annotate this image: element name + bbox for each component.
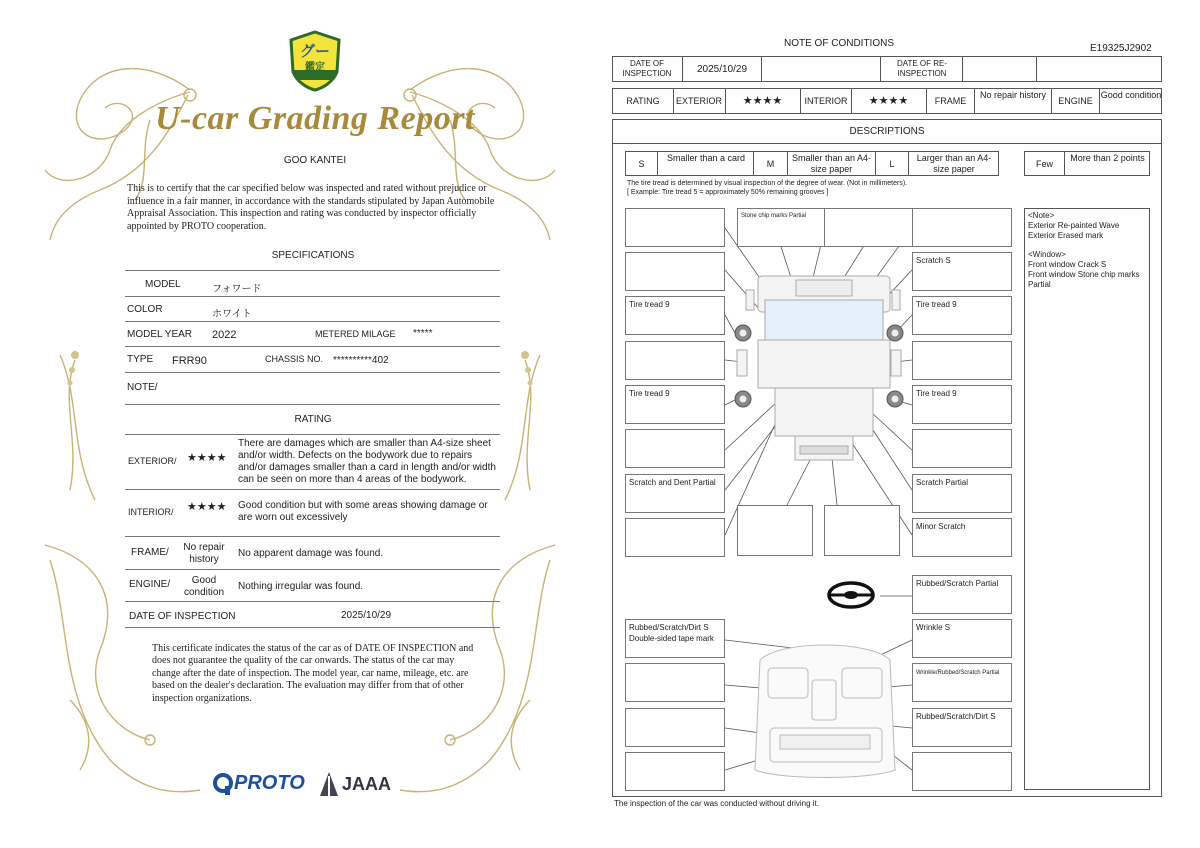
note-line: Exterior Re-painted Wave — [1028, 221, 1120, 230]
damage-note: Wrinkle S — [916, 623, 951, 632]
frame-value: No repair history — [979, 90, 1047, 100]
damage-box — [625, 385, 725, 424]
note-label: NOTE/ — [127, 382, 158, 393]
rating-label: RATING — [626, 96, 660, 106]
date-of-inspection-value: 2025/10/29 — [696, 64, 748, 75]
document-id: E19325J2902 — [1090, 43, 1152, 54]
damage-note: Stone chip marks Partial — [741, 213, 807, 219]
metered-milage-value: ***** — [413, 328, 433, 339]
interior-stars: ★★★★ — [868, 95, 909, 107]
damage-box — [912, 341, 1012, 380]
divider — [125, 372, 500, 373]
model-year-label: MODEL YEAR — [127, 329, 193, 340]
badge-sub: 鑑定 — [305, 62, 325, 73]
interior-label: INTERIOR — [804, 96, 848, 106]
jaaa-mark-icon — [318, 770, 340, 798]
badge-text: グー — [299, 43, 330, 60]
damage-box — [912, 575, 1012, 614]
date-of-re-inspection-label: DATE OF RE-INSPECTION — [896, 59, 948, 78]
damage-note: Rubbed/Scratch/Dirt S — [629, 623, 709, 632]
damage-box — [625, 708, 725, 747]
metered-milage-label: METERED MILAGE — [315, 329, 396, 339]
window-line: Front window Stone chip marks — [1028, 270, 1140, 279]
damage-box — [737, 208, 837, 247]
legend-m: M — [766, 159, 775, 169]
damage-box — [912, 208, 1012, 247]
tread-note-1: The tire tread is determined by visual inspection of the degree of wear. (Not in millimeters). — [627, 180, 908, 187]
damage-box — [625, 752, 725, 791]
damage-note: Tire tread 9 — [629, 300, 670, 309]
date-of-inspection-label: DATE OF INSPECTION — [622, 59, 672, 78]
date-of-inspection-label: DATE OF INSPECTION — [129, 611, 236, 622]
legend-s-desc: Smaller than a card — [666, 153, 746, 163]
proto-mark-icon — [212, 772, 234, 796]
frame-value: No repair history — [183, 542, 225, 565]
model-year-value: 2022 — [212, 329, 237, 341]
type-label: TYPE — [127, 354, 154, 365]
certification-text: This is to certify that the car specified below was inspected and rated without prejudice or influence in a fair manner, in accordance with the standards stipulated by Japan Automobile Appraisal Association. This inspection and rating was conducted by inspector officially appointed by PROTO cooperation. — [127, 183, 495, 232]
divider — [125, 346, 500, 347]
damage-box — [824, 505, 900, 556]
divider — [125, 489, 500, 490]
divider — [125, 536, 500, 537]
color-value: ホワイト — [212, 309, 252, 320]
proto-logo — [212, 770, 312, 798]
damage-note: Double-sided tape mark — [629, 634, 714, 643]
divider — [125, 569, 500, 570]
damage-box — [625, 474, 725, 513]
note-panel — [1024, 208, 1150, 790]
date-of-inspection-value: 2025/10/29 — [341, 610, 392, 621]
exterior-stars: ★★★★ — [742, 95, 783, 107]
frame-label: FRAME — [934, 96, 967, 106]
damage-note: Rubbed/Scratch/Dirt S — [916, 712, 996, 721]
damage-note: Tire tread 9 — [916, 300, 957, 309]
note-line: Exterior Erased mark — [1028, 231, 1104, 240]
type-value: FRR90 — [172, 355, 207, 367]
damage-box — [737, 505, 813, 556]
model-label: MODEL — [145, 279, 181, 290]
damage-box — [912, 385, 1012, 424]
damage-box — [625, 429, 725, 468]
legend-l: L — [889, 159, 895, 169]
legend-s: S — [638, 159, 645, 169]
damage-box — [625, 252, 725, 291]
damage-box — [912, 252, 1012, 291]
divider — [125, 404, 500, 405]
damage-box — [912, 429, 1012, 468]
legend-few-desc: More than 2 points — [1070, 153, 1145, 163]
disclaimer-text: This certificate indicates the status of the car as of DATE OF INSPECTION and does not guarantee the quality of the car onwards. The status of the car may change after the date of inspection. The model year, car name, mileage, etc. are based on the dealer's declaration. The evaluation may differ from that of other inspection organizations. — [152, 643, 474, 704]
engine-label: ENGINE — [1058, 96, 1093, 106]
damage-note: Scratch S — [916, 256, 951, 265]
exterior-stars: ★★★★ — [187, 452, 227, 464]
engine-description: Nothing irregular was found. — [238, 581, 364, 592]
engine-label: ENGINE/ — [129, 579, 171, 590]
divider — [125, 434, 500, 435]
interior-label: INTERIOR/ — [128, 507, 174, 517]
frame-description: No apparent damage was found. — [238, 548, 384, 559]
descriptions-heading: DESCRIPTIONS — [849, 126, 925, 137]
engine-value: Good condition — [1100, 90, 1162, 100]
tread-note-2: [ Example: Tire tread 5 = approximately 50% remaining grooves ] — [627, 189, 829, 196]
exterior-description: There are damages which are smaller than A4-size sheet and/or width. Defects on the bodywork due to repairs and/or damages smaller than a card in length and/or width can be seen on more than 4 areas of the bodywork. — [238, 438, 496, 485]
window-heading: <Window> — [1028, 250, 1066, 259]
divider — [125, 601, 500, 602]
note-of-conditions-sheet — [600, 0, 1200, 848]
damage-note: Minor Scratch — [916, 522, 966, 531]
damage-box — [625, 619, 725, 658]
divider — [125, 296, 500, 297]
damage-box — [912, 296, 1012, 335]
damage-box — [625, 663, 725, 702]
color-label: COLOR — [127, 304, 163, 315]
damage-box — [912, 663, 1012, 702]
damage-box — [625, 208, 725, 247]
proto-logo-text: PROTO — [234, 772, 305, 794]
footer-note: The inspection of the car was conducted without driving it. — [614, 799, 819, 808]
legend-m-desc: Smaller than an A4-size paper — [791, 153, 872, 174]
legend-few: Few — [1035, 159, 1053, 169]
exterior-label: EXTERIOR — [675, 96, 722, 106]
damage-note: Tire tread 9 — [629, 389, 670, 398]
legend-l-desc: Larger than an A4-size paper — [916, 153, 992, 174]
damage-note: Tire tread 9 — [916, 389, 957, 398]
damage-box — [625, 296, 725, 335]
sheet-title: NOTE OF CONDITIONS — [784, 38, 894, 49]
damage-box — [824, 208, 924, 247]
damage-note: Rubbed/Scratch Partial — [916, 579, 999, 588]
divider — [125, 627, 500, 628]
model-value: フォワード — [212, 284, 262, 295]
divider — [125, 270, 500, 271]
window-line: Partial — [1028, 280, 1051, 289]
report-subtitle: GOO KANTEI — [283, 155, 347, 166]
chassis-value: **********402 — [333, 355, 389, 366]
chassis-label: CHASSIS NO. — [265, 354, 324, 364]
damage-box — [912, 708, 1012, 747]
divider — [125, 321, 500, 322]
report-title: U-car Grading Report — [155, 100, 475, 137]
damage-box — [625, 518, 725, 557]
note-heading: <Note> — [1028, 211, 1055, 220]
jaaa-logo-text: JAAA — [342, 774, 392, 794]
damage-note: Scratch Partial — [916, 478, 969, 487]
damage-box — [912, 752, 1012, 791]
steering-wheel-icon — [829, 583, 873, 607]
damage-box — [912, 619, 1012, 658]
damage-box — [625, 341, 725, 380]
rating-heading: RATING — [294, 414, 332, 425]
interior-stars: ★★★★ — [187, 501, 227, 513]
window-line: Front window Crack S — [1028, 260, 1107, 269]
frame-label: FRAME/ — [131, 547, 169, 558]
damage-note: Scratch and Dent Partial — [629, 478, 716, 487]
jaaa-logo — [318, 770, 398, 798]
damage-box — [912, 518, 1012, 557]
exterior-label: EXTERIOR/ — [128, 456, 177, 466]
specifications-heading: SPECIFICATIONS — [271, 250, 355, 261]
interior-description: Good condition but with some areas showing damage or are worn out excessively — [238, 500, 488, 523]
damage-box — [912, 474, 1012, 513]
damage-note: Wrinkle/Rubbed/Scratch Partial — [916, 670, 1000, 676]
engine-value: Good condition — [183, 575, 225, 598]
